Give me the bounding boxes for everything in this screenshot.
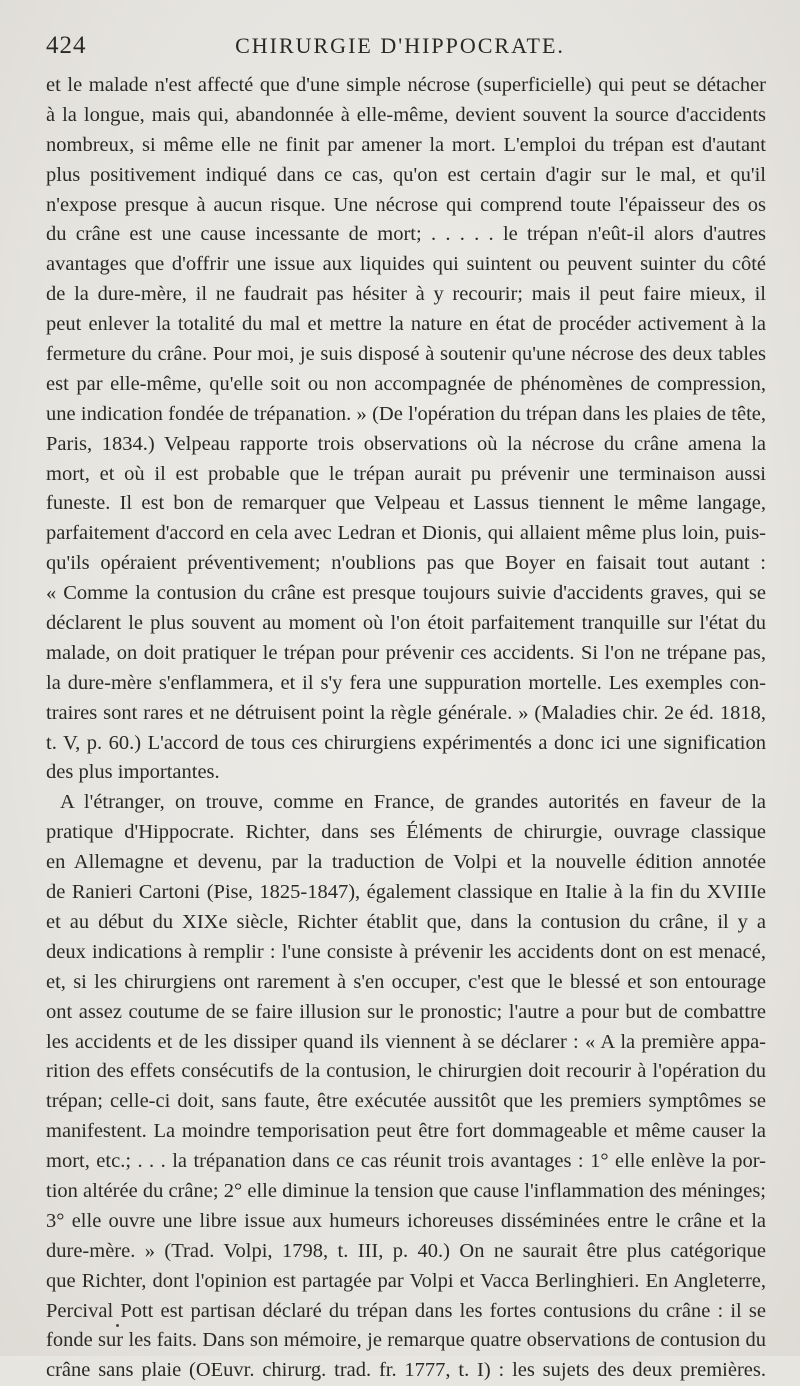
- text-line: que Richter, dont l'opinion est partagée par Volpi et Vacca Berlinghieri. En Angleterre,: [46, 1269, 766, 1292]
- text-line: Percival Pott est partisan déclaré du trépan dans les fortes contusions du crâne : il se: [46, 1299, 766, 1322]
- text-line: de la dure-mère, il ne faudrait pas hésiter à y recourir; mais il peut faire mieux, il: [46, 283, 766, 306]
- text-line: et le malade n'est affecté que d'une simple nécrose (superficielle) qui peut se détacher: [46, 74, 766, 96]
- running-title: CHIRURGIE D'HIPPOCRATE.: [235, 33, 565, 58]
- text-line: et, si les chirurgiens ont rarement à s'en occuper, c'est que le blessé et son entourage: [46, 970, 766, 993]
- text-line: dure-mère. » (Trad. Volpi, 1798, t. III, p. 40.) On ne saurait être plus catégorique: [46, 1239, 766, 1262]
- ink-speck: [116, 1324, 119, 1327]
- text-line: de Ranieri Cartoni (Pise, 1825-1847), également classique en Italie à la fin du XVIIIe: [46, 881, 766, 904]
- text-line: 3° elle ouvre une libre issue aux humeurs ichoreuses disséminées entre le crâne et la: [46, 1209, 766, 1232]
- text-line: qu'ils opéraient préventivement; n'oublions pas que Boyer en faisait tout autant :: [46, 552, 766, 575]
- text-line: nombreux, si même elle ne finit par amener la mort. L'emploi du trépan est d'autant: [46, 133, 766, 156]
- text-line: Paris, 1834.) Velpeau rapporte trois observations où la nécrose du crâne amena la: [46, 432, 766, 455]
- text-line: et au début du XIXe siècle, Richter établit que, dans la contusion du crâne, il y a: [46, 910, 766, 933]
- text-line: est par elle-même, qu'elle soit ou non accompagnée de phénomènes de compression,: [46, 372, 766, 395]
- text-line: la dure-mère s'enflammera, et il s'y fera une suppuration mortelle. Les exemples con-: [46, 671, 766, 694]
- text-line: peut enlever la totalité du mal et mettre la nature en état de procéder activement à la: [46, 313, 766, 336]
- text-line: déclarent le plus souvent au moment où l'on étoit parfaitement tranquille sur l'état du: [46, 612, 766, 635]
- text-line: deux indications à remplir : l'une consiste à prévenir les accidents dont on est menacé,: [46, 940, 766, 963]
- text-line: malade, on doit pratiquer le trépan pour prévenir ces accidents. Si l'on ne trépane pas,: [46, 641, 766, 664]
- text-line: traires sont rares et ne détruisent point la règle générale. » (Maladies chir. 2e éd. 1818,: [46, 701, 766, 724]
- text-line: pratique d'Hippocrate. Richter, dans ses Éléments de chirurgie, ouvrage classique: [46, 821, 766, 844]
- body-text: [46, 71, 766, 1386]
- text-line: mort, etc.; . . . la trépanation dans ce cas réunit trois avantages : 1° elle enlève la por-: [46, 1150, 766, 1173]
- text-line: avantages que d'offrir une issue aux liquides qui suintent ou peuvent suinter du côté: [46, 253, 766, 276]
- text-line: une indication fondée de trépanation. » (De l'opération du trépan dans les plaies de tête,: [46, 402, 766, 425]
- page-number: 424: [46, 32, 87, 59]
- text-line: plus positivement indiqué dans ce cas, qu'on est certain d'agir sur le mal, et qu'il: [46, 163, 766, 186]
- text-line: les accidents et de les dissiper quand ils viennent à se déclarer : « A la première appa-: [46, 1030, 766, 1053]
- text-line: trépan; celle-ci doit, sans faute, être exécutée aussitôt que les premiers symptômes se: [46, 1090, 766, 1113]
- text-line: mort, et où il est probable que le trépan aurait pu prévenir une terminaison aussi: [46, 462, 766, 485]
- text-line: n'expose presque à aucun risque. Une nécrose qui comprend toute l'épaisseur des os: [46, 193, 766, 216]
- text-line: rition des effets consécutifs de la contusion, le chirurgien doit recourir à l'opération du: [46, 1060, 766, 1083]
- text-line: ont assez coutume de se faire illusion sur le pronostic; l'autre a pour but de combattre: [46, 1000, 766, 1023]
- text-line: manifestent. La moindre temporisation peut être fort dommageable et même causer la: [46, 1120, 766, 1143]
- text-line: t. V, p. 60.) L'accord de tous ces chirurgiens expérimentés a donc ici une signification: [46, 731, 766, 754]
- text-line: crâne sans plaie (OEuvr. chirurg. trad. fr. 1777, t. I) : les sujets des deux premières.: [46, 1359, 766, 1382]
- text-line: fermeture du crâne. Pour moi, je suis disposé à soutenir qu'une nécrose des deux tables: [46, 343, 766, 366]
- text-line: à la longue, mais qui, abandonnée à elle-même, devient souvent la source d'accidents: [46, 103, 766, 126]
- text-line: A l'étranger, on trouve, comme en France, de grandes autorités en faveur de la: [60, 791, 766, 814]
- text-line: en Allemagne et devenu, par la traduction de Volpi et la nouvelle édition annotée: [46, 851, 766, 874]
- text-line: des plus importantes.: [46, 761, 220, 784]
- page-header: [46, 28, 754, 64]
- text-line: parfaitement d'accord en cela avec Ledran et Dionis, qui allaient même plus loin, puis-: [46, 522, 766, 545]
- text-line: « Comme la contusion du crâne est presque toujours suivie d'accidents graves, qui se: [46, 582, 766, 605]
- text-line: funeste. Il est bon de remarquer que Velpeau et Lassus tiennent le même langage,: [46, 492, 766, 515]
- text-line: du crâne est une cause incessante de mort; . . . . . le trépan n'eût-il alors d'autres: [46, 223, 766, 246]
- text-line: tion altérée du crâne; 2° elle diminue la tension que cause l'inflammation des méninges;: [46, 1179, 766, 1202]
- text-line: fonde sur les faits. Dans son mémoire, je remarque quatre observations de contusion du: [46, 1329, 766, 1352]
